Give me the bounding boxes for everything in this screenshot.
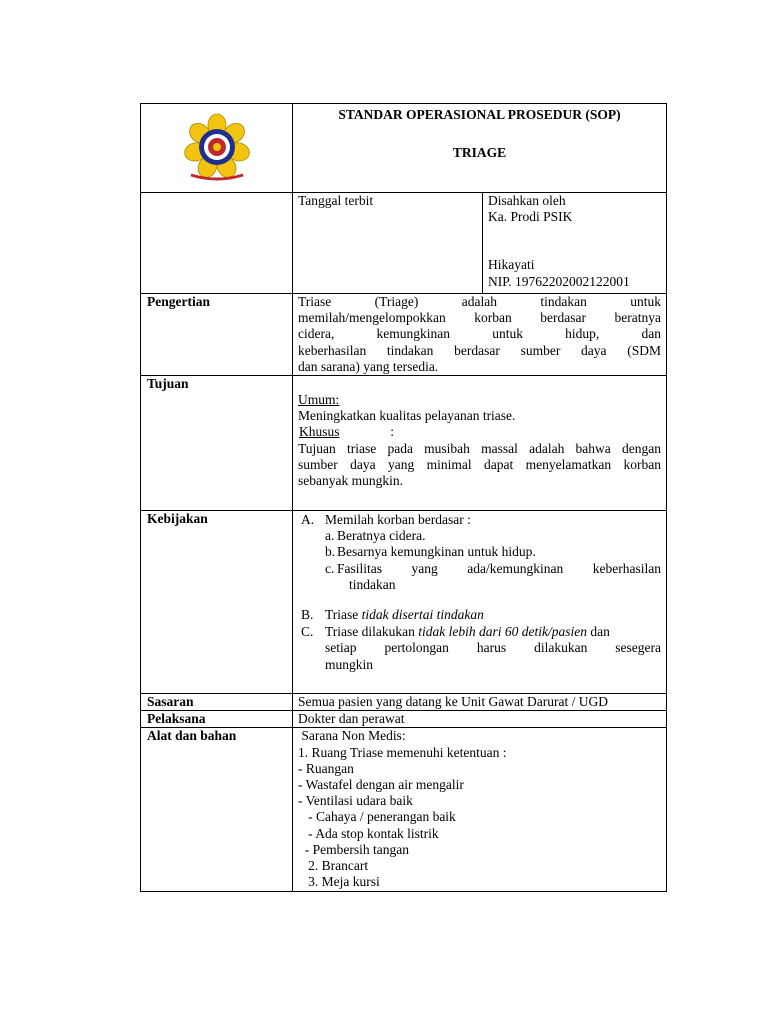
umum-label: Umum: [298, 392, 340, 408]
alat-line: - Cahaya / penerangan baik [298, 809, 456, 825]
alat-line: 1. Ruang Triase memenuhi ketentuan : [298, 744, 507, 760]
pengertian-content [293, 294, 667, 376]
signer-name: Hikayati [488, 257, 535, 273]
kebijakan-content [293, 511, 667, 694]
pengertian-line: keberhasilan tindakan berdasar sumber daya (SDM [298, 342, 661, 358]
pengertian-line: cidera, kemungkinan untuk hidup, dan [298, 326, 661, 342]
khusus-line: Tujuan triase pada musibah massal adalah bahwa dengan [298, 440, 661, 456]
pelaksana-label: Pelaksana [141, 711, 293, 728]
sasaran-row [141, 694, 667, 711]
alat-line: - Ruangan [298, 760, 354, 776]
tujuan-content [293, 376, 667, 511]
alat-row [141, 728, 667, 892]
meta-row [141, 193, 667, 294]
list-item: A. Memilah korban berdasar : [301, 512, 471, 528]
logo-cell [141, 104, 293, 193]
title-cell [293, 104, 667, 193]
khusus-line: sebanyak mungkin. [298, 473, 403, 489]
pengertian-label: Pengertian [141, 294, 293, 376]
sub-list-item: a. Beratnya cidera. [325, 528, 426, 544]
disahkan-cell [483, 193, 667, 294]
sop-document [140, 103, 666, 892]
alat-line: 3. Meja kursi [298, 874, 380, 890]
kebijakan-row [141, 511, 667, 694]
sop-title: STANDAR OPERASIONAL PROSEDUR (SOP) [338, 107, 621, 122]
disahkan-line2: Ka. Prodi PSIK [488, 209, 573, 225]
alat-line: - Pembersih tangan [298, 841, 409, 857]
list-item: C. Triase dilakukan tidak lebih dari 60 detik/pasien dan setiap pertolongan harus dilakukan sesegera mungkin [301, 624, 661, 672]
sop-table [140, 103, 667, 892]
signer-nip: NIP. 19762202002122001 [488, 273, 630, 289]
alat-content [293, 728, 667, 892]
khusus-line: sumber daya yang minimal dapat menyelamatkan korban [298, 456, 661, 472]
alat-line: Sarana Non Medis: [298, 728, 406, 744]
tanggal-cell [293, 193, 483, 294]
tujuan-label: Tujuan [141, 376, 293, 511]
sop-subtitle: TRIAGE [452, 145, 507, 161]
pelaksana-text: Dokter dan perawat [293, 711, 667, 728]
alat-line: 2. Brancart [298, 858, 369, 874]
alat-line: - Ventilasi udara baik [298, 793, 413, 809]
tanggal-label: Tanggal terbit [298, 193, 374, 208]
pengertian-row [141, 294, 667, 376]
khusus-label: Khusus [299, 424, 340, 440]
tujuan-row [141, 376, 667, 511]
pengertian-line: dan sarana) yang tersedia. [298, 358, 439, 374]
alat-line: - Ada stop kontak listrik [298, 825, 439, 841]
pengertian-line: Triase (Triage) adalah tindakan untuk [298, 294, 661, 309]
umum-text: Meningkatkan kualitas pelayanan triase. [298, 408, 516, 424]
sasaran-label: Sasaran [141, 694, 293, 711]
sub-list-item: b. Besarnya kemungkinan untuk hidup. [325, 544, 536, 560]
kebijakan-label: Kebijakan [141, 511, 293, 694]
list-item: B. Triase tidak disertai tindakan [301, 607, 484, 623]
pengertian-line: memilah/mengelompokkan korban berdasar beratnya [298, 310, 661, 326]
alat-label: Alat dan bahan [141, 728, 293, 892]
disahkan-line1: Disahkan oleh [488, 193, 566, 208]
university-logo-icon [177, 113, 257, 183]
khusus-colon: : [390, 424, 395, 440]
header-row [141, 104, 667, 193]
alat-line: - Wastafel dengan air mengalir [298, 777, 464, 793]
sub-list-item: c. Fasilitas yang ada/kemungkinan keberhasilan tindakan [325, 560, 661, 592]
sasaran-text: Semua pasien yang datang ke Unit Gawat Darurat / UGD [293, 694, 667, 711]
pelaksana-row [141, 711, 667, 728]
